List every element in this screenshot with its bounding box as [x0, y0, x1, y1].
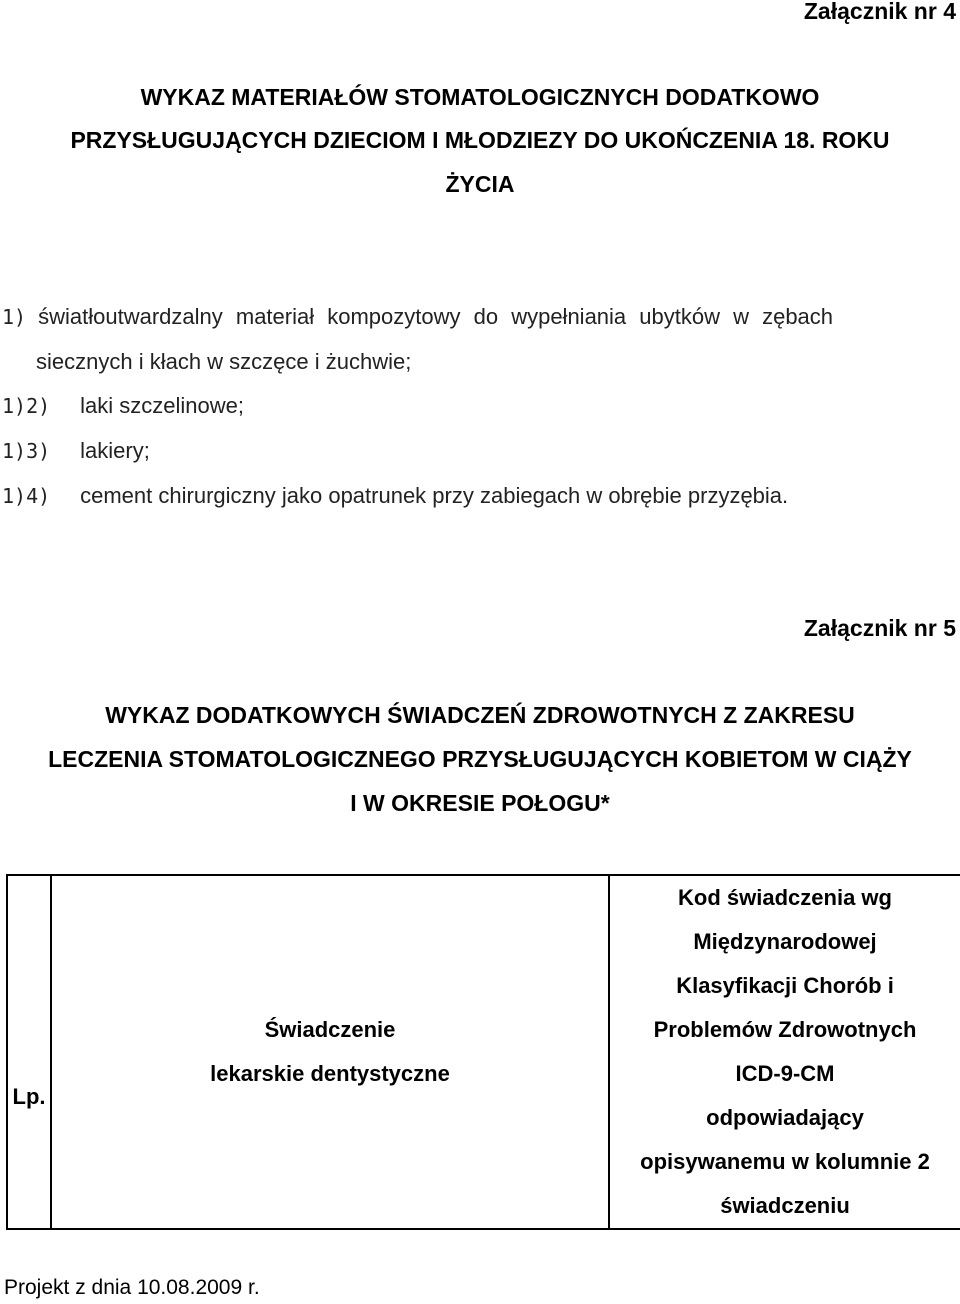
table-header-row — [7, 875, 960, 1229]
column-header-icd-line: opisywanemu w kolumnie 2 — [640, 1149, 930, 1174]
annex5-title-line-2: LECZENIA STOMATOLOGICZNEGO PRZYSŁUGUJĄCYCH KOBIETOM W CIĄŻY — [48, 746, 912, 772]
footer-note: Projekt z dnia 10.08.2009 r. — [4, 1276, 260, 1299]
list-item-text: laki szczelinowe; — [80, 393, 244, 418]
column-header-service-line: Świadczenie — [264, 1017, 396, 1042]
column-header-icd-line: świadczeniu — [720, 1193, 850, 1218]
column-header-icd-line: Międzynarodowej — [693, 929, 877, 954]
column-header-icd-line: odpowiadający — [706, 1105, 864, 1130]
column-header-icd-line: Klasyfikacji Chorób i — [676, 973, 894, 998]
annex4-label: Załącznik nr 4 — [803, 0, 956, 24]
list-item-text: lakiery; — [80, 438, 150, 463]
annex5-title-line-1: WYKAZ DODATKOWYCH ŚWIADCZEŃ ZDROWOTNYCH Z ZAKRESU — [105, 702, 855, 728]
list-item-number: 1)2) — [2, 394, 51, 418]
list-item — [2, 304, 956, 330]
list-item — [2, 483, 788, 509]
column-header-icd-line: Problemów Zdrowotnych — [653, 1017, 917, 1042]
list-item-number: 1)4) — [2, 484, 51, 508]
column-header-service — [51, 875, 609, 1229]
column-header-icd-line: ICD-9-CM — [735, 1061, 835, 1086]
column-header-icd-line: Kod świadczenia wg — [678, 885, 892, 910]
list-item-continuation: siecznych i kłach w szczęce i żuchwie; — [36, 349, 412, 374]
annex4-title-line-3: ŻYCIA — [445, 171, 515, 197]
services-table — [6, 874, 960, 1230]
annex5-label: Załącznik nr 5 — [803, 615, 956, 641]
list-item — [2, 393, 244, 419]
annex4-title-line-1: WYKAZ MATERIAŁÓW STOMATOLOGICZNYCH DODATKOWO — [140, 84, 820, 110]
list-item-text: cement chirurgiczny jako opatrunek przy zabiegach w obrębie przyzębia. — [80, 483, 789, 508]
list-item-number: 1) — [2, 305, 27, 329]
annex5-title-line-3: I W OKRESIE POŁOGU* — [350, 790, 610, 816]
column-header-lp: Lp. — [7, 875, 51, 1229]
list-item — [2, 438, 150, 464]
annex4-title-line-2: PRZYSŁUGUJĄCYCH DZIECIOM I MŁODZIEZY DO UKOŃCZENIA 18. ROKU — [70, 127, 890, 153]
column-header-service-line: lekarskie dentystyczne — [210, 1061, 450, 1086]
list-item-text: światłoutwardzalny materiał kompozytowy do wypełniania ubytków w zębach — [38, 304, 834, 329]
list-item-number: 1)3) — [2, 439, 51, 463]
column-header-icd-code — [609, 875, 960, 1229]
